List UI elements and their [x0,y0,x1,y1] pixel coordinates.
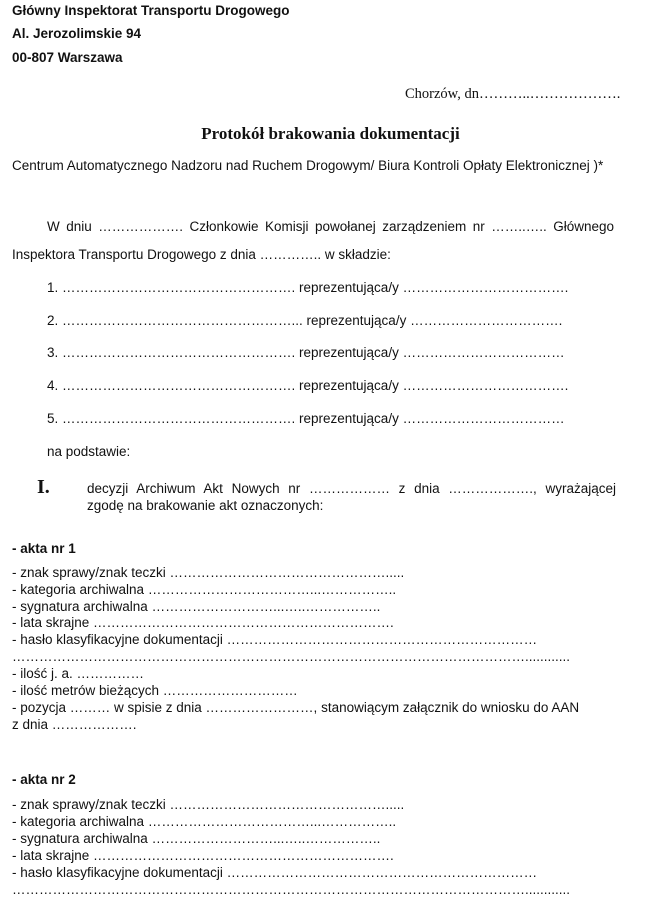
member-line-4: 4. ……………………………………………. reprezentująca/y ………………………………. [47,378,569,393]
akta-1-field-classification: - hasło klasyfikacyjne dokumentacji …………………………………………………………… [12,632,538,647]
section-i-line-1: decyzji Archiwum Akt Nowych nr ……………… z dnia ………………., wyrażającej [87,481,616,496]
akta-1-field-signature: - sygnatura archiwalna ………………………...…..…………….. [12,599,381,614]
akta-1-field-position: - pozycja ……… w spisie z dnia ……………………, stanowiącym załącznik do wniosku do AAN [12,700,580,715]
place-date: Chorzów, dn………..………………. [405,86,621,102]
akta-1-field-case-mark: - znak sprawy/znak teczki …………………………………………..... [12,565,405,580]
akta-1-field-category: - kategoria archiwalna ………………………………...…………….. [12,582,397,597]
section-numeral: I. [37,476,50,498]
intro-line-2: Inspektora Transportu Drogowego z dnia ………….. w składzie: [12,247,391,262]
akta-2-field-case-mark: - znak sprawy/znak teczki …………………………………………..... [12,797,405,812]
akta-1-field-years: - lata skrajne …………………………………………………………. [12,615,394,630]
akta-1-field-units: - ilość j. a. …………… [12,666,145,681]
member-line-5: 5. ……………………………………………. reprezentująca/y ……………………………… [47,411,565,426]
akta-1-field-date: z dnia ………………. [12,717,137,732]
akta-1-field-classification-cont: ……………………………………………………………………………………………………............ [12,649,571,664]
akta-2-field-category: - kategoria archiwalna ………………………………...…………….. [12,814,397,829]
header-line-street: Al. Jerozolimskie 94 [12,26,142,41]
basis-label: na podstawie: [47,444,131,459]
header-line-city: 00-807 Warszawa [12,50,123,65]
intro-line-1: W dniu ………………. Członkowie Komisji powołanej zarządzeniem nr ……..….. Głównego [47,219,614,234]
member-line-3: 3. ……………………………………………. reprezentująca/y ……………………………… [47,345,565,360]
akta-2-heading: - akta nr 2 [12,772,76,787]
akta-2-field-signature: - sygnatura archiwalna ………………………...…..…………….. [12,831,381,846]
document-subtitle: Centrum Automatycznego Nadzoru nad Ruchem Drogowym/ Biura Kontroli Opłaty Elektronicznej )* [12,158,604,173]
akta-1-field-meters: - ilość metrów bieżących ………………………… [12,683,298,698]
akta-2-field-years: - lata skrajne …………………………………………………………. [12,848,394,863]
section-i-line-2: zgodę na brakowanie akt oznaczonych: [87,498,324,513]
member-line-1: 1. ……………………………………………. reprezentująca/y ………………………………. [47,280,569,295]
akta-2-field-classification: - hasło klasyfikacyjne dokumentacji …………………………………………………………… [12,865,538,880]
member-line-2: 2. ……………………………………………... reprezentująca/y ……………………………. [47,313,563,328]
akta-1-heading: - akta nr 1 [12,541,76,556]
document-title: Protokół brakowania dokumentacji [201,124,460,143]
akta-2-field-classification-cont: ……………………………………………………………………………………………………............ [12,882,571,897]
header-line-institution: Główny Inspektorat Transportu Drogowego [12,3,290,18]
